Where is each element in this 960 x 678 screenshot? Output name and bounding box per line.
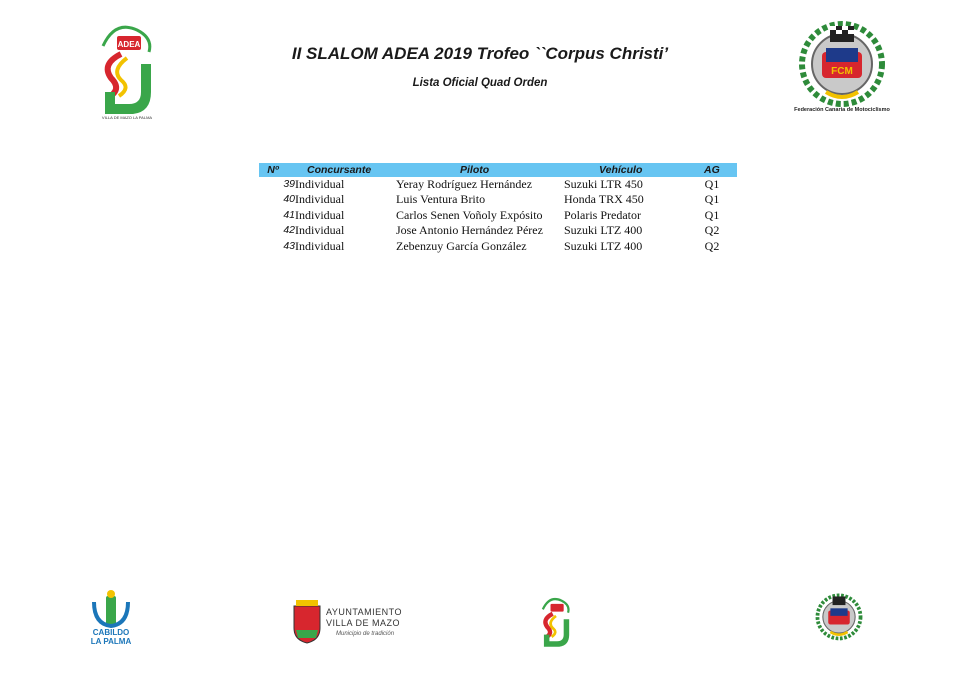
fcm-badge-text: FCM bbox=[831, 66, 853, 77]
row-vehiculo: Honda TRX 450 bbox=[564, 192, 644, 207]
row-piloto: Carlos Senen Voñoly Expósito bbox=[396, 207, 543, 222]
row-num: 42 bbox=[283, 224, 295, 237]
table-row bbox=[259, 208, 737, 223]
row-concursante: Individual bbox=[295, 192, 345, 207]
fcm-logo bbox=[790, 18, 894, 114]
fcm-logo-small bbox=[811, 592, 867, 644]
row-piloto: Zebenzuy García González bbox=[396, 238, 527, 253]
fcm-ring-text: Federación Canaria de Motociclismo bbox=[794, 107, 890, 113]
table-row bbox=[259, 223, 737, 238]
ayuntamiento-logo bbox=[292, 598, 422, 646]
table-row bbox=[259, 177, 737, 192]
table-row bbox=[259, 192, 737, 207]
adea-logo-small bbox=[536, 594, 576, 650]
adea-bottom-text: VILLA DE MAZO LA PALMA bbox=[101, 115, 153, 120]
cabildo-line1: CABILDO bbox=[92, 628, 130, 637]
header-piloto: Piloto bbox=[460, 164, 490, 176]
row-ag: Q1 bbox=[704, 192, 720, 207]
row-concursante: Individual bbox=[295, 177, 345, 191]
results-table bbox=[259, 163, 737, 254]
row-ag: Q2 bbox=[704, 238, 720, 253]
adea-logo bbox=[93, 18, 161, 120]
page-title: II SLALOM ADEA 2019 Trofeo ``Corpus Christi’ bbox=[291, 44, 669, 63]
table-header bbox=[259, 163, 737, 177]
row-ag: Q1 bbox=[704, 177, 720, 191]
header-vehiculo: Vehículo bbox=[599, 164, 643, 176]
row-ag: Q1 bbox=[704, 207, 720, 222]
header-num: Nº bbox=[267, 164, 279, 176]
row-num: 40 bbox=[283, 193, 295, 206]
row-vehiculo: Polaris Predator bbox=[564, 207, 641, 222]
mazo-shield-icon bbox=[292, 598, 322, 644]
row-ag: Q2 bbox=[704, 223, 720, 238]
header-ag: AG bbox=[704, 164, 720, 176]
row-concursante: Individual bbox=[295, 223, 345, 238]
ayuntamiento-line1: AYUNTAMIENTO bbox=[326, 607, 403, 617]
row-vehiculo: Suzuki LTZ 400 bbox=[564, 238, 643, 253]
row-num: 39 bbox=[283, 178, 295, 190]
row-vehiculo: Suzuki LTZ 400 bbox=[564, 223, 643, 238]
row-concursante: Individual bbox=[295, 238, 345, 253]
table-row bbox=[259, 239, 737, 254]
cabildo-logo bbox=[88, 588, 134, 646]
row-concursante: Individual bbox=[295, 207, 345, 222]
row-piloto: Jose Antonio Hernández Pérez bbox=[396, 223, 543, 238]
row-piloto: Luis Ventura Brito bbox=[396, 192, 486, 207]
adea-badge-text: ADEA bbox=[117, 40, 141, 49]
row-piloto: Yeray Rodríguez Hernández bbox=[396, 177, 533, 191]
row-num: 43 bbox=[283, 239, 295, 252]
page-subtitle: Lista Oficial Quad Orden bbox=[412, 77, 548, 89]
ayuntamiento-line3: Municipio de tradición bbox=[336, 631, 395, 637]
table-body bbox=[259, 177, 737, 254]
header-concursante: Concursante bbox=[307, 164, 372, 176]
cabildo-symbol bbox=[88, 588, 134, 628]
cabildo-line2: LA PALMA bbox=[90, 637, 132, 646]
row-vehiculo: Suzuki LTR 450 bbox=[564, 177, 643, 191]
row-num: 41 bbox=[283, 208, 295, 221]
ayuntamiento-line2: VILLA DE MAZO bbox=[326, 618, 401, 628]
